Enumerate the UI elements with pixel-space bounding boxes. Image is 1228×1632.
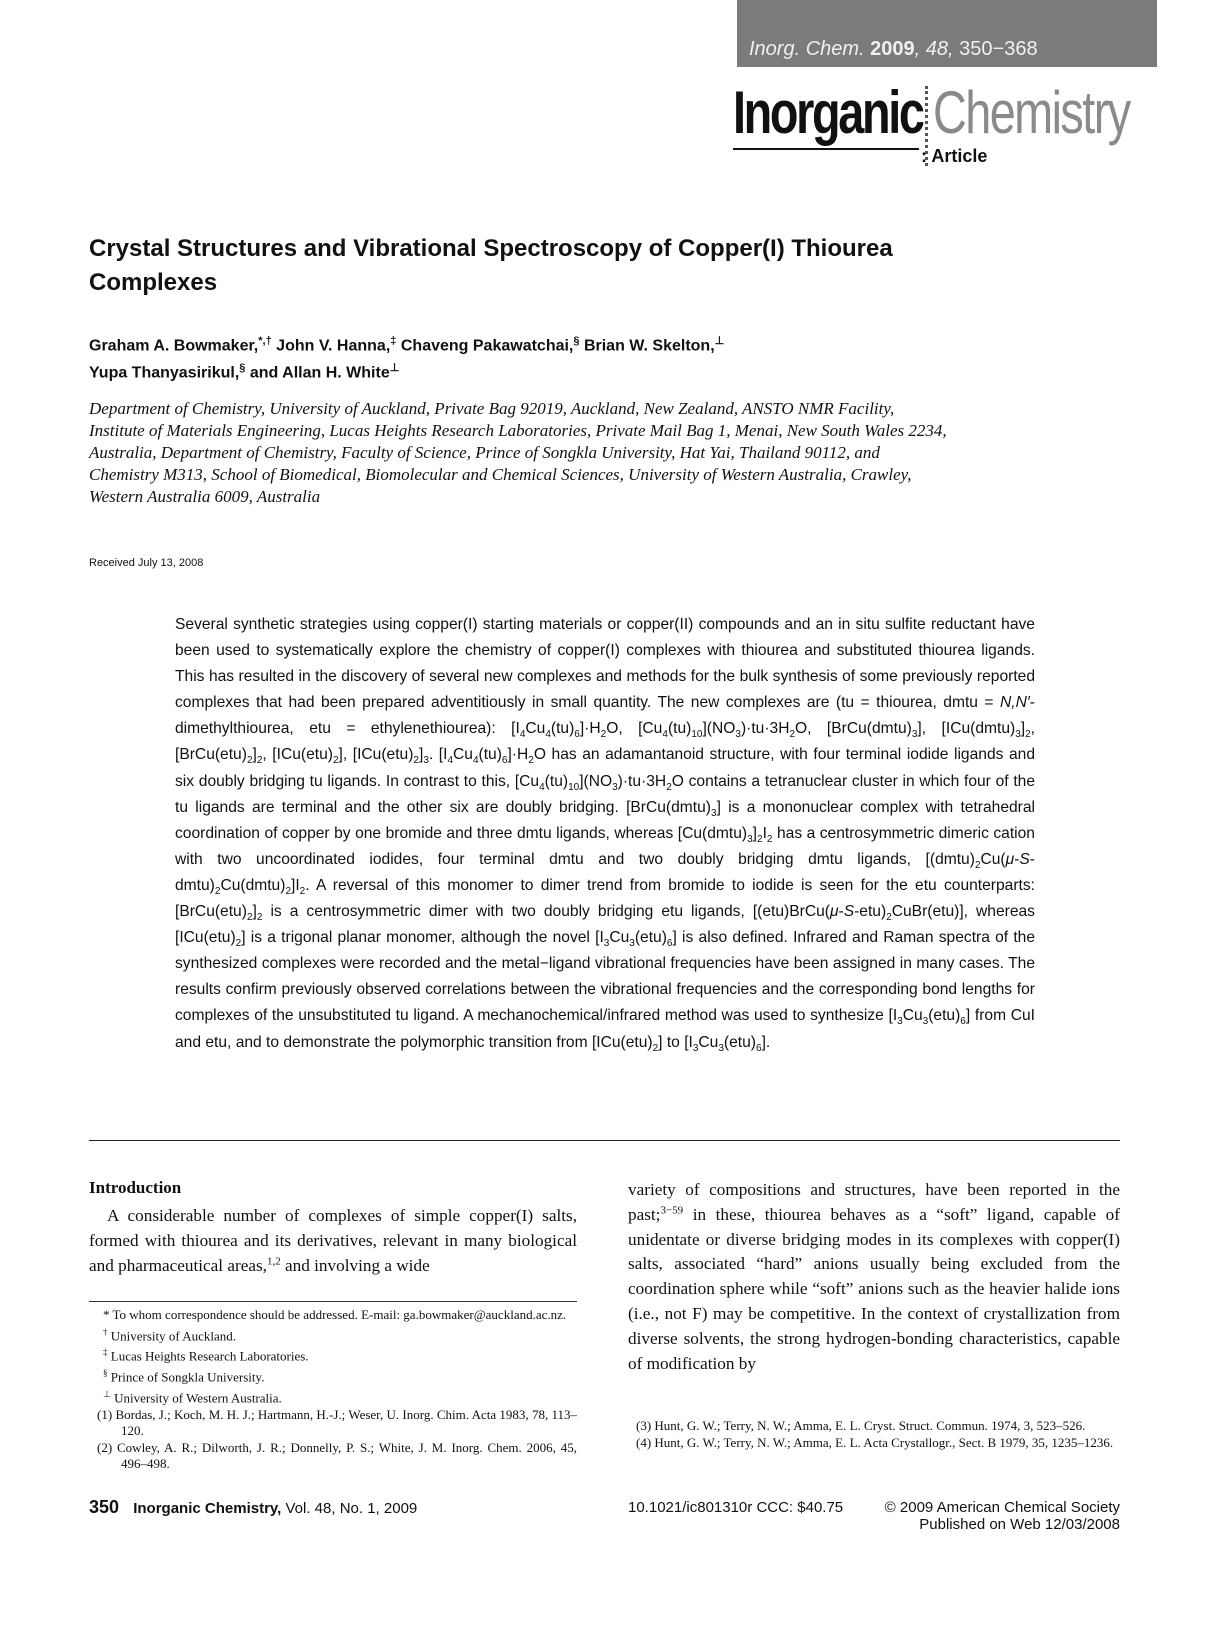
copyright: © 2009 American Chemical Society	[884, 1499, 1120, 1516]
journal-logo: Inorganic Chemistry : Article	[733, 79, 1130, 166]
author: Chaveng Pakawatchai,	[400, 337, 574, 355]
article-title: Crystal Structures and Vibrational Spectroscopy of Copper(I) Thiourea Complexes	[89, 235, 893, 296]
intro-left-column	[89, 1178, 577, 1278]
abstract: Several synthetic strategies using copper(I) starting materials or copper(II) compounds and an in situ sulfite reductant have been used to systematically explore the chemistry of copper(I) complexes with thiourea and substituted thiourea ligands. This has resulted in the discovery of several new complexes and methods for the bulk synthesis of some previously reported complexes that had been prepared adventitiously in small quantity. The new complexes are (tu = thiourea, dmtu = N,N′-dimethylthiourea, etu = ethylenethiourea): $[I_4Cu_4(tu)_6]\cdot H_2O$, $[Cu_4(tu)_{10}](NO_3)\cdot tu\cdot 3H_2O$, $[BrCu(dmtu)_3]$, $[ICu(dmtu)_3]_2$, $[BrCu(etu)_2]_2$, $[ICu(etu)_2]$, $[ICu(etu)_2]_3$. $[I_4Cu_4(tu)_6]\cdot H_2O$ has an adamantanoid structure, with four terminal iodide ligands and six doubly bridging tu ligands. In contrast to this, $[Cu_4(tu)_{10}](NO_3)\cdot tu\cdot 3H_2O$ contains a tetranuclear cluster in which four of the tu ligands are terminal and the other six are doubly bridging. $[BrCu(dmtu)_3]$ is a mononuclear complex with tetrahedral coordination of copper by one bromide and three dmtu ligands, whereas $[Cu(dmtu)_3]_2I_2$ has a centrosymmetric dimeric cation with two uncoordinated iodides, four terminal dmtu and two doubly bridging dmtu ligands, $[(dmtu)_2Cu(\mu-S-dmtu)_2Cu(dmtu)_2]I_2$. A reversal of this monomer to dimer trend from bromide to iodide is seen for the etu counterparts: $[BrCu(etu)_2]_2$ is a centrosymmetric dimer with two doubly bridging etu ligands, $[(etu)BrCu(\mu-S-etu)_2CuBr(etu)]$, whereas $[ICu(etu)_2]$ is a trigonal planar monomer, although the novel $[I_3Cu_3(etu)_6]$ is also defined. Infrared and Raman spectra of the synthesized complexes were recorded and the metal−ligand vibrational frequencies have been assigned in many cases. The results confirm previously observed correlations between the vibrational frequencies and the corresponding bond lengths for complexes of the unsubstituted tu ligand. A mechanochemical/infrared method was used to synthesize $[I_3Cu_3(etu)_6]$ from CuI and etu, and to demonstrate the polymorphic transition from $[ICu(etu)_2]$ to $[I_3Cu_3(etu)_6]$.	[175, 616, 1036, 1054]
intro-paragraph: A considerable number of complexes of simple copper(I) salts, formed with thiourea and its derivatives, relevant in many biological and pharmaceutical areas,$^{1,2}$ and involving a wide	[89, 1206, 577, 1275]
page-footer-right	[820, 1499, 1120, 1533]
intro-right-column	[628, 1178, 1120, 1376]
author: Brian W. Skelton,	[583, 337, 715, 355]
journal-header-bar	[737, 0, 1157, 67]
affiliations: Department of Chemistry, University of Auckland, Private Bag 92019, Auckland, New Zealand, ANSTO NMR Facility, Institute of Materials Engineering, Lucas Heights Research Laboratories, Private Mail Bag 1, Menai, New South Wales 2234, Australia, Department of Chemistry, Faculty of Science, Prince of Songkla University, Hat Yai, Thailand 90112, and Chemistry M313, School of Biomedical, Biomolecular and Chemical Sciences, University of Western Australia, Crawley, Western Australia 6009, Australia	[89, 399, 947, 506]
affiliation-note: § Prince of Songkla University.	[103, 1368, 265, 1385]
footer-journal: Inorganic Chemistry,	[133, 1500, 282, 1517]
author: Yupa Thanyasirikul,	[89, 364, 240, 382]
affiliation-note: † University of Auckland.	[103, 1326, 237, 1343]
section-label: : Article	[921, 146, 988, 166]
author-list: Graham A. Bowmaker,*,† John V. Hanna,‡ Chaveng Pakawatchai,§ Brian W. Skelton,⊥ Yupa Thanyasirikul,§ and Allan H. White⊥	[89, 335, 725, 382]
section-heading: Introduction	[89, 1178, 182, 1197]
reference-item: (4) Hunt, G. W.; Terry, N. W.; Amma, E. L. Acta Crystallogr., Sect. B 1979, 35, 1235–1236.	[636, 1434, 1114, 1450]
journal-citation: Inorg. Chem. 2009, 48, 350−368	[749, 38, 1038, 60]
affiliation-note: ⊥ University of Western Australia.	[103, 1388, 282, 1406]
author: and Allan H. White	[249, 364, 390, 382]
author: Graham A. Bowmaker,	[89, 337, 259, 355]
section-divider	[89, 1140, 1120, 1141]
intro-paragraph-continued: variety of compositions and structures, have been reported in the past;$^{3-59}$ in these, thiourea behaves as a “soft” ligand, capable of unidentate or diverse bridging modes in its complexes with copper(I) salts, associated “hard” anions usually being excluded from the coordination sphere while “soft” anions such as the heavier halide ions (i.e., not F) may be competitive. In the context of crystallization from diverse solvents, the strong hydrogen-bonding characteristics, capable of modification by	[628, 1180, 1120, 1373]
footnotes	[89, 1307, 577, 1473]
footer-doi: 10.1021/ic801310r CCC: $40.75	[628, 1499, 844, 1516]
author: John V. Hanna,	[276, 337, 391, 355]
page-number: 350	[89, 1497, 120, 1517]
page-footer-left	[89, 1497, 417, 1518]
reference-item: (1) Bordas, J.; Koch, M. H. J.; Hartmann, H.-J.; Weser, U. Inorg. Chim. Acta 1983, 78, 113–120.	[97, 1406, 577, 1439]
correspondence-note: * To whom correspondence should be addressed. E-mail: ga.bowmaker@auckland.ac.nz.	[103, 1307, 567, 1322]
logo-underline	[733, 148, 919, 150]
published-date: Published on Web 12/03/2008	[919, 1516, 1120, 1533]
footer-issue: Vol. 48, No. 1, 2009	[285, 1500, 418, 1517]
affiliation-note: ‡ Lucas Heights Research Laboratories.	[103, 1347, 309, 1364]
reference-item: (3) Hunt, G. W.; Terry, N. W.; Amma, E. L. Cryst. Struct. Commun. 1974, 3, 523–526.	[636, 1418, 1086, 1433]
references-right	[628, 1418, 1120, 1451]
reference-item: (2) Cowley, A. R.; Dilworth, J. R.; Donnelly, P. S.; White, J. M. Inorg. Chem. 2006, 45, 496–498.	[97, 1439, 577, 1472]
received-date: Received July 13, 2008	[89, 557, 204, 569]
footnote-rule	[89, 1301, 577, 1302]
